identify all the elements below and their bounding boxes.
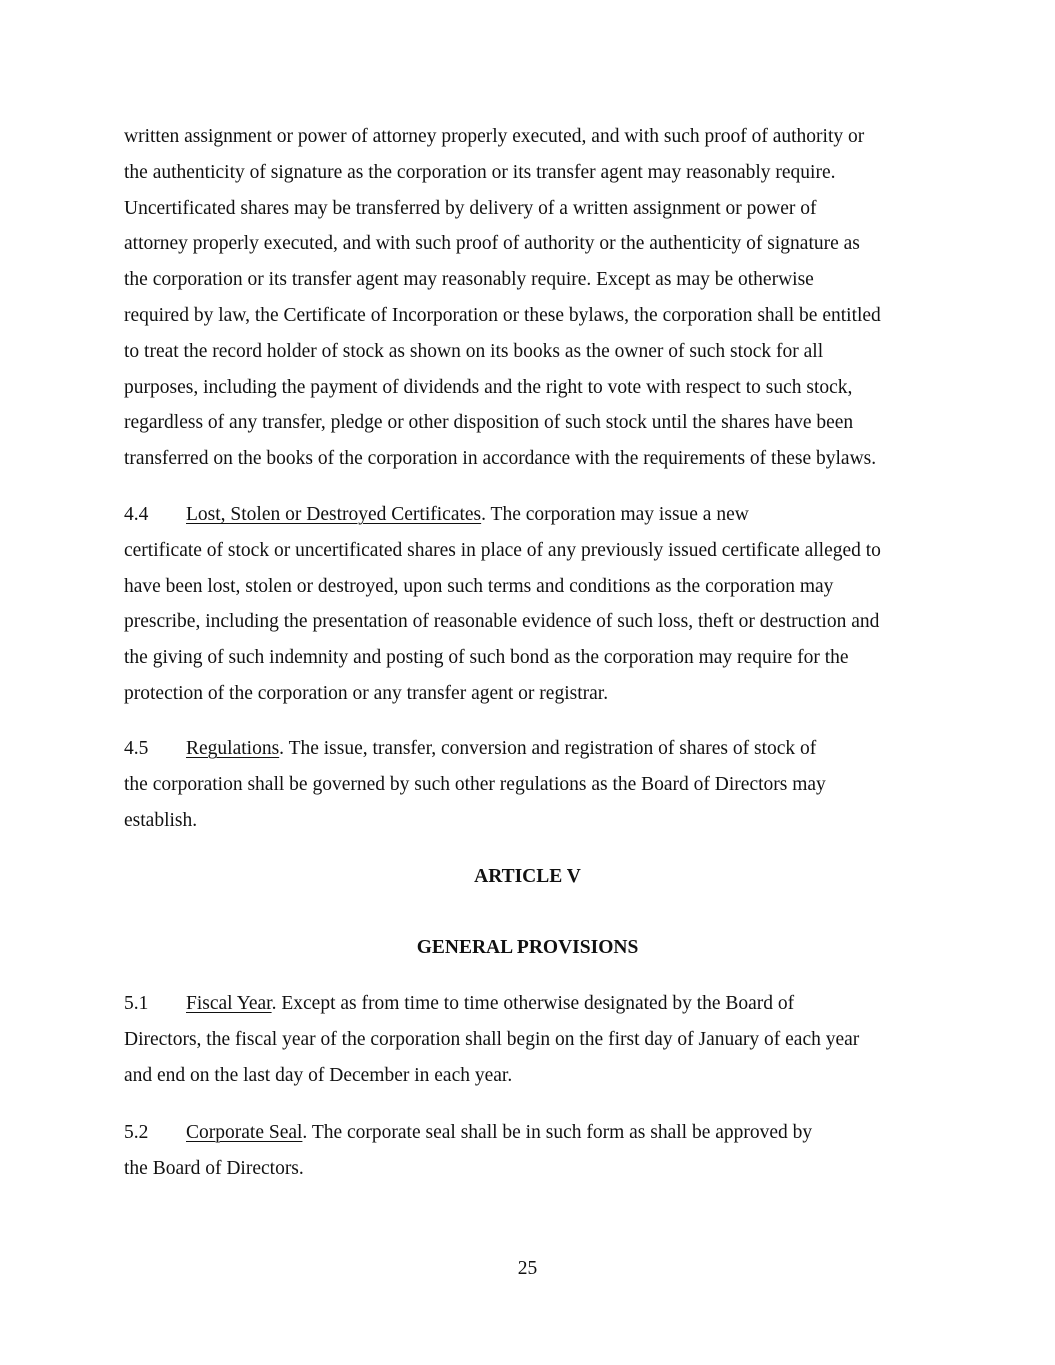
article-subheading: GENERAL PROVISIONS xyxy=(416,937,639,958)
section-5-2 xyxy=(62,1115,939,1187)
section-title: Corporate Seal xyxy=(186,1122,303,1143)
section-number: 5.2 xyxy=(124,1122,149,1143)
section-first-line xyxy=(62,1115,939,1151)
paragraph-line: required by law, the Certificate of Incorporation or these bylaws, the corporation shall be entitled xyxy=(124,304,881,326)
paragraph-line: written assignment or power of attorney properly executed, and with such proof of authority or xyxy=(124,126,865,147)
paragraph-line: the corporation or its transfer agent may reasonably require. Except as may be otherwise xyxy=(124,269,814,291)
section-number: 4.5 xyxy=(124,738,149,759)
paragraph-line: protection of the corporation or any transfer agent or registrar. xyxy=(124,682,609,704)
paragraph-line: attorney properly executed, and with such proof of authority or the authenticity of signature as xyxy=(124,233,860,255)
paragraph-line: establish. xyxy=(124,809,198,831)
paragraph-line: the corporation shall be governed by such other regulations as the Board of Directors may xyxy=(124,773,826,795)
paragraph-line: purposes, including the payment of dividends and the right to vote with respect to such stock, xyxy=(124,376,853,398)
section-first-line-text: . The corporation may issue a new xyxy=(481,504,749,525)
page-number: 25 xyxy=(517,1258,538,1279)
section-first-line-text: . Except as from time to time otherwise designated by the Board of xyxy=(271,993,795,1014)
paragraph-line: Directors, the fiscal year of the corporation shall begin on the first day of January of each year xyxy=(124,1028,860,1050)
paragraph-line: the authenticity of signature as the corporation or its transfer agent may reasonably require. xyxy=(124,161,836,183)
section-5-1 xyxy=(62,986,939,1093)
paragraph-line: transferred on the books of the corporation in accordance with the requirements of these bylaws. xyxy=(124,448,877,470)
section-first-line-text: . The issue, transfer, conversion and registration of shares of stock of xyxy=(279,738,817,759)
article-heading: ARTICLE V xyxy=(474,866,581,887)
paragraph-line: Uncertificated shares may be transferred by delivery of a written assignment or power of xyxy=(124,197,817,219)
section-title: Fiscal Year xyxy=(186,993,272,1014)
section-title: Regulations xyxy=(186,738,280,759)
section-number: 4.4 xyxy=(124,504,149,525)
section-first-line xyxy=(62,731,939,767)
paragraph-line: and end on the last day of December in each year. xyxy=(124,1064,513,1086)
section-first-line xyxy=(62,986,939,1022)
section-title: Lost, Stolen or Destroyed Certificates xyxy=(186,504,482,525)
section-number: 5.1 xyxy=(124,993,149,1014)
paragraph-line: regardless of any transfer, pledge or other disposition of such stock until the shares have been xyxy=(124,412,854,434)
section-first-line xyxy=(62,497,939,533)
section-first-line-text: . The corporate seal shall be in such form as shall be approved by xyxy=(302,1122,813,1143)
paragraph-line: certificate of stock or uncertificated shares in place of any previously issued certificate alleged to xyxy=(124,539,881,561)
paragraph-line: the giving of such indemnity and posting of such bond as the corporation may require for the xyxy=(124,647,849,669)
paragraph-line: have been lost, stolen or destroyed, upon such terms and conditions as the corporation may xyxy=(124,575,834,597)
continuation-paragraph xyxy=(124,119,939,477)
paragraph-line: the Board of Directors. xyxy=(124,1157,304,1179)
paragraph-line: prescribe, including the presentation of reasonable evidence of such loss, theft or destruction and xyxy=(124,611,880,633)
section-4-4 xyxy=(62,497,939,712)
section-4-5 xyxy=(62,731,939,838)
paragraph-line: to treat the record holder of stock as shown on its books as the owner of such stock for all xyxy=(124,340,824,362)
